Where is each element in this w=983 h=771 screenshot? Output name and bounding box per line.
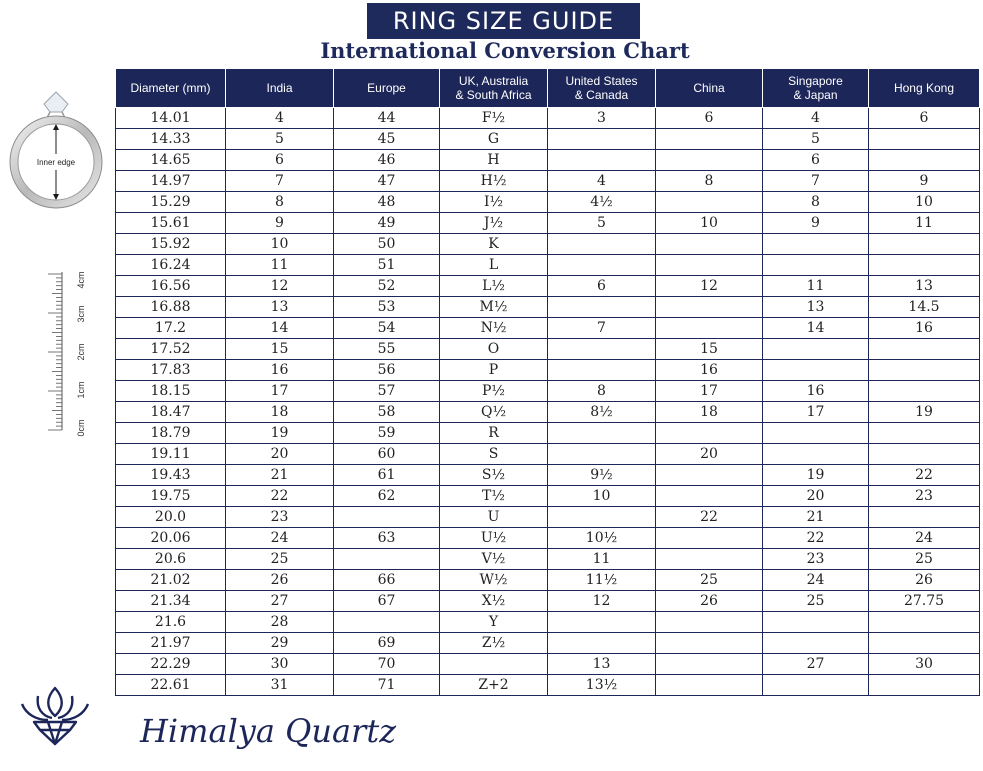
table-cell: U — [440, 507, 548, 528]
table-cell: 4 — [226, 108, 334, 129]
table-cell — [763, 675, 869, 696]
column-header: UK, Australia & South Africa — [440, 69, 548, 108]
table-cell: 4 — [763, 108, 869, 129]
table-cell: 56 — [334, 360, 440, 381]
table-cell: 25 — [869, 549, 980, 570]
table-cell: 7 — [226, 171, 334, 192]
table-cell — [656, 318, 763, 339]
table-cell: 16 — [869, 318, 980, 339]
table-row — [116, 297, 980, 318]
table-row — [116, 360, 980, 381]
table-cell — [869, 507, 980, 528]
table-row — [116, 255, 980, 276]
table-cell: 19 — [226, 423, 334, 444]
table-cell — [763, 360, 869, 381]
table-cell — [548, 150, 656, 171]
table-cell: 22.61 — [116, 675, 226, 696]
table-cell: P — [440, 360, 548, 381]
table-row — [116, 444, 980, 465]
table-cell: J½ — [440, 213, 548, 234]
table-cell: 11½ — [548, 570, 656, 591]
table-cell: 12 — [656, 276, 763, 297]
table-cell: 55 — [334, 339, 440, 360]
table-cell — [869, 381, 980, 402]
table-cell: 25 — [226, 549, 334, 570]
table-cell: 67 — [334, 591, 440, 612]
table-cell: 14.65 — [116, 150, 226, 171]
ruler-label-1cm: 1cm — [76, 381, 86, 399]
table-row — [116, 234, 980, 255]
table-cell: 3 — [548, 108, 656, 129]
table-cell: V½ — [440, 549, 548, 570]
table-cell: 8 — [656, 171, 763, 192]
table-cell — [548, 444, 656, 465]
table-cell — [763, 633, 869, 654]
table-cell: 14.01 — [116, 108, 226, 129]
table-cell — [656, 234, 763, 255]
table-cell: W½ — [440, 570, 548, 591]
table-cell: 8½ — [548, 402, 656, 423]
table-cell: 8 — [763, 192, 869, 213]
table-cell: 8 — [548, 381, 656, 402]
table-cell: 24 — [869, 528, 980, 549]
table-cell — [656, 423, 763, 444]
table-cell: 5 — [226, 129, 334, 150]
table-cell — [548, 234, 656, 255]
table-cell — [763, 444, 869, 465]
table-cell — [334, 507, 440, 528]
table-row — [116, 129, 980, 150]
table-cell: 62 — [334, 486, 440, 507]
table-cell: 15.61 — [116, 213, 226, 234]
table-cell: 9 — [226, 213, 334, 234]
conversion-table — [115, 68, 980, 696]
table-cell — [656, 486, 763, 507]
table-cell — [869, 339, 980, 360]
table-cell: 16.56 — [116, 276, 226, 297]
table-cell: 12 — [548, 591, 656, 612]
table-cell — [656, 654, 763, 675]
ruler-label-3cm: 3cm — [76, 305, 86, 323]
table-cell: 16 — [226, 360, 334, 381]
table-cell: 25 — [763, 591, 869, 612]
table-cell: 48 — [334, 192, 440, 213]
table-cell: 71 — [334, 675, 440, 696]
table-cell — [869, 129, 980, 150]
table-cell: 18.79 — [116, 423, 226, 444]
table-cell: T½ — [440, 486, 548, 507]
table-cell: 31 — [226, 675, 334, 696]
table-cell: 24 — [226, 528, 334, 549]
table-cell — [548, 360, 656, 381]
table-cell: Z½ — [440, 633, 548, 654]
table-cell: K — [440, 234, 548, 255]
table-row — [116, 318, 980, 339]
table-cell: 19 — [869, 402, 980, 423]
table-cell: 7 — [548, 318, 656, 339]
table-cell: 30 — [869, 654, 980, 675]
table-cell: 15 — [656, 339, 763, 360]
ring-illustration — [6, 84, 106, 214]
table-row — [116, 192, 980, 213]
table-cell — [548, 612, 656, 633]
column-header: India — [226, 69, 334, 108]
table-cell: 50 — [334, 234, 440, 255]
table-cell — [656, 633, 763, 654]
table-cell: 9½ — [548, 465, 656, 486]
table-cell: 6 — [656, 108, 763, 129]
table-cell — [656, 465, 763, 486]
table-cell — [763, 234, 869, 255]
ruler-ticks — [48, 274, 62, 430]
table-cell: 24 — [763, 570, 869, 591]
table-row — [116, 465, 980, 486]
table-cell: 13 — [226, 297, 334, 318]
table-cell: 45 — [334, 129, 440, 150]
table-cell — [763, 339, 869, 360]
table-cell: 16.24 — [116, 255, 226, 276]
table-cell: 20.0 — [116, 507, 226, 528]
table-cell: 18 — [226, 402, 334, 423]
table-row — [116, 675, 980, 696]
table-cell: 17 — [226, 381, 334, 402]
table-cell: 13½ — [548, 675, 656, 696]
table-cell: 66 — [334, 570, 440, 591]
table-cell: 70 — [334, 654, 440, 675]
table-cell: 5 — [548, 213, 656, 234]
table-cell: 19.11 — [116, 444, 226, 465]
table-cell: 16.88 — [116, 297, 226, 318]
table-cell: 18.15 — [116, 381, 226, 402]
table-cell: 22 — [763, 528, 869, 549]
table-cell: 17 — [763, 402, 869, 423]
table-row — [116, 402, 980, 423]
table-cell: 23 — [226, 507, 334, 528]
table-cell: 22.29 — [116, 654, 226, 675]
table-cell: L½ — [440, 276, 548, 297]
table-cell: 63 — [334, 528, 440, 549]
page-subtitle: International Conversion Chart — [320, 38, 690, 63]
page-title: RING SIZE GUIDE — [367, 3, 640, 39]
table-cell: 15.92 — [116, 234, 226, 255]
table-cell — [763, 423, 869, 444]
table-cell: S½ — [440, 465, 548, 486]
table-cell: 19.75 — [116, 486, 226, 507]
table-cell: H — [440, 150, 548, 171]
ruler-label-0cm: 0cm — [76, 419, 86, 437]
table-cell: 69 — [334, 633, 440, 654]
table-cell — [869, 150, 980, 171]
table-cell: 22 — [869, 465, 980, 486]
table-cell: 17.2 — [116, 318, 226, 339]
table-cell: 17 — [656, 381, 763, 402]
table-cell: 27 — [763, 654, 869, 675]
table-cell: 59 — [334, 423, 440, 444]
table-cell: 18.47 — [116, 402, 226, 423]
table-cell: P½ — [440, 381, 548, 402]
table-cell: 13 — [548, 654, 656, 675]
column-header: Hong Kong — [869, 69, 980, 108]
table-cell — [656, 549, 763, 570]
table-cell: 49 — [334, 213, 440, 234]
table-cell: 29 — [226, 633, 334, 654]
table-cell: 27.75 — [869, 591, 980, 612]
table-cell — [334, 612, 440, 633]
table-cell — [763, 612, 869, 633]
column-header: Diameter (mm) — [116, 69, 226, 108]
table-cell: 61 — [334, 465, 440, 486]
table-cell: 14 — [763, 318, 869, 339]
table-cell: 18 — [656, 402, 763, 423]
table-cell — [869, 444, 980, 465]
table-cell — [656, 150, 763, 171]
table-cell — [869, 423, 980, 444]
table-cell — [548, 297, 656, 318]
table-cell: 23 — [763, 549, 869, 570]
table-cell: 27 — [226, 591, 334, 612]
table-cell: 6 — [226, 150, 334, 171]
table-cell: 11 — [763, 276, 869, 297]
table-cell: 14.97 — [116, 171, 226, 192]
table-cell — [548, 507, 656, 528]
table-cell: 15 — [226, 339, 334, 360]
table-cell — [656, 675, 763, 696]
table-cell: 54 — [334, 318, 440, 339]
table-cell: G — [440, 129, 548, 150]
table-cell: 14.5 — [869, 297, 980, 318]
table-cell: 10 — [656, 213, 763, 234]
table-cell: 19 — [763, 465, 869, 486]
table-cell: 26 — [869, 570, 980, 591]
table-cell: N½ — [440, 318, 548, 339]
table-cell — [869, 633, 980, 654]
table-cell: 26 — [226, 570, 334, 591]
table-cell: M½ — [440, 297, 548, 318]
table-cell: 20.6 — [116, 549, 226, 570]
table-cell: 26 — [656, 591, 763, 612]
ruler-label-4cm: 4cm — [76, 271, 86, 289]
table-cell: L — [440, 255, 548, 276]
table-cell: 11 — [226, 255, 334, 276]
table-cell: 17.52 — [116, 339, 226, 360]
ruler-label-2cm: 2cm — [76, 343, 86, 361]
column-header: United States & Canada — [548, 69, 656, 108]
table-cell: X½ — [440, 591, 548, 612]
table-cell — [763, 255, 869, 276]
table-cell: 23 — [869, 486, 980, 507]
table-cell: 10½ — [548, 528, 656, 549]
table-cell: 20 — [656, 444, 763, 465]
brand-signature: Himalya Quartz — [140, 712, 397, 750]
table-cell: Z+2 — [440, 675, 548, 696]
table-cell: 8 — [226, 192, 334, 213]
table-header-row — [116, 69, 980, 108]
table-row — [116, 507, 980, 528]
table-cell: 10 — [226, 234, 334, 255]
table-cell: 21.02 — [116, 570, 226, 591]
table-cell — [656, 192, 763, 213]
table-cell: 6 — [548, 276, 656, 297]
table-cell — [869, 255, 980, 276]
table-cell: 21 — [763, 507, 869, 528]
table-cell: 47 — [334, 171, 440, 192]
table-cell: 21.97 — [116, 633, 226, 654]
table-cell: 17.83 — [116, 360, 226, 381]
table-cell — [548, 423, 656, 444]
table-cell: 21 — [226, 465, 334, 486]
table-cell: 28 — [226, 612, 334, 633]
column-header: China — [656, 69, 763, 108]
table-cell: 25 — [656, 570, 763, 591]
table-cell — [869, 675, 980, 696]
table-cell — [548, 255, 656, 276]
table-cell: 52 — [334, 276, 440, 297]
table-cell: 60 — [334, 444, 440, 465]
table-cell — [656, 297, 763, 318]
table-cell: 10 — [548, 486, 656, 507]
table-row — [116, 633, 980, 654]
table-cell: 16 — [656, 360, 763, 381]
table-cell: 16 — [763, 381, 869, 402]
table-cell: 20 — [226, 444, 334, 465]
table-cell: 20.06 — [116, 528, 226, 549]
table-cell — [869, 360, 980, 381]
table-cell: 58 — [334, 402, 440, 423]
table-cell: 12 — [226, 276, 334, 297]
table-row — [116, 150, 980, 171]
table-row — [116, 591, 980, 612]
table-cell: 13 — [869, 276, 980, 297]
table-cell: 11 — [548, 549, 656, 570]
table-cell: 21.34 — [116, 591, 226, 612]
table-cell: 13 — [763, 297, 869, 318]
table-row — [116, 171, 980, 192]
table-cell: H½ — [440, 171, 548, 192]
table-cell: 21.6 — [116, 612, 226, 633]
table-row — [116, 528, 980, 549]
table-cell — [548, 633, 656, 654]
table-cell: R — [440, 423, 548, 444]
table-cell: F½ — [440, 108, 548, 129]
table-cell: 15.29 — [116, 192, 226, 213]
table-cell: O — [440, 339, 548, 360]
table-cell: 22 — [226, 486, 334, 507]
brand-logo-icon — [18, 684, 92, 748]
table-cell: 5 — [763, 129, 869, 150]
table-row — [116, 276, 980, 297]
table-cell — [656, 528, 763, 549]
table-cell: S — [440, 444, 548, 465]
table-cell: 46 — [334, 150, 440, 171]
table-body — [116, 108, 980, 696]
table-cell: 4 — [548, 171, 656, 192]
table-cell: Y — [440, 612, 548, 633]
table-row — [116, 654, 980, 675]
table-cell: 57 — [334, 381, 440, 402]
table-cell — [869, 612, 980, 633]
table-cell — [656, 255, 763, 276]
table-cell: 4½ — [548, 192, 656, 213]
table-row — [116, 108, 980, 129]
table-cell: Q½ — [440, 402, 548, 423]
table-cell: 11 — [869, 213, 980, 234]
table-cell: 7 — [763, 171, 869, 192]
column-header: Singapore & Japan — [763, 69, 869, 108]
table-row — [116, 339, 980, 360]
table-row — [116, 612, 980, 633]
column-header: Europe — [334, 69, 440, 108]
table-cell: 44 — [334, 108, 440, 129]
table-cell: 53 — [334, 297, 440, 318]
table-row — [116, 213, 980, 234]
table-cell: 20 — [763, 486, 869, 507]
ruler-illustration — [22, 262, 102, 442]
table-cell: 6 — [763, 150, 869, 171]
table-cell — [548, 339, 656, 360]
table-row — [116, 570, 980, 591]
table-cell — [548, 129, 656, 150]
table-cell — [656, 612, 763, 633]
table-cell — [334, 549, 440, 570]
table-cell: 9 — [763, 213, 869, 234]
table-cell: 30 — [226, 654, 334, 675]
table-cell: 14 — [226, 318, 334, 339]
inner-edge-label: Inner edge — [36, 158, 76, 167]
table-cell: U½ — [440, 528, 548, 549]
table-cell: 10 — [869, 192, 980, 213]
table-cell — [869, 234, 980, 255]
table-row — [116, 423, 980, 444]
table-row — [116, 486, 980, 507]
table-cell: 19.43 — [116, 465, 226, 486]
table-row — [116, 549, 980, 570]
table-cell: 9 — [869, 171, 980, 192]
table-cell — [440, 654, 548, 675]
table-cell: I½ — [440, 192, 548, 213]
table-cell: 14.33 — [116, 129, 226, 150]
table-cell: 6 — [869, 108, 980, 129]
table-cell: 22 — [656, 507, 763, 528]
table-cell — [656, 129, 763, 150]
table-cell: 51 — [334, 255, 440, 276]
table-row — [116, 381, 980, 402]
